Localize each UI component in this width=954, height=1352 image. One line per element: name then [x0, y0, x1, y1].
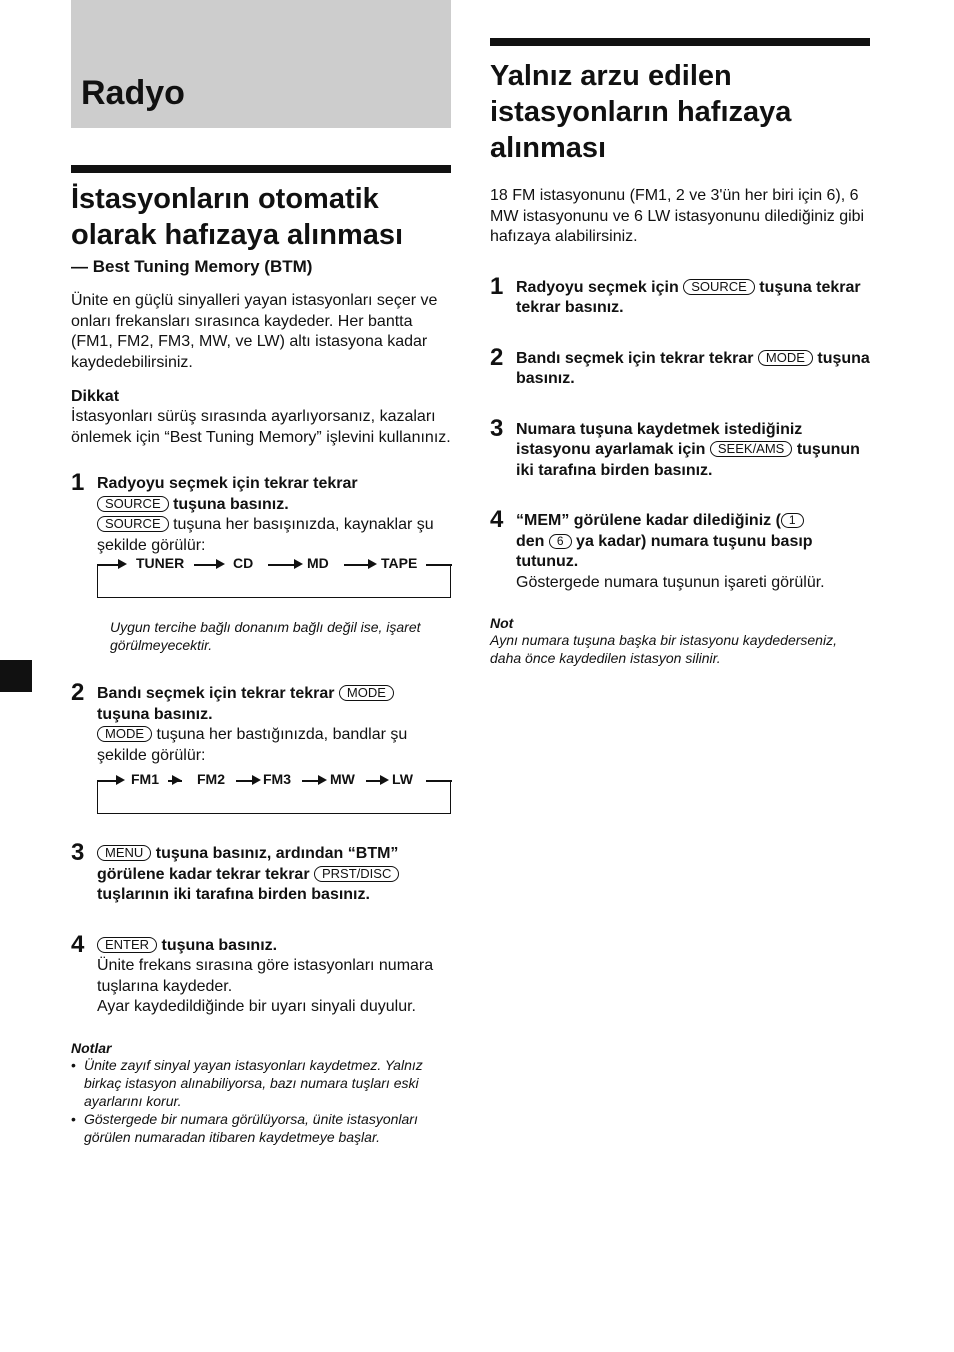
note-item: • Göstergede bir numara görülüyorsa, ünite istasyonları görülen numaradan itibaren kaydetmeye başlar. [71, 1110, 451, 1146]
caution-label: Dikkat [71, 388, 120, 405]
mode-key: MODE [339, 685, 394, 701]
source-cycle-diagram [97, 555, 451, 598]
step-1: 1 Radyoyu seçmek için SOURCE tuşuna tekrar tekrar basınız. [490, 272, 861, 316]
prst-disc-key: PRST/DISC [314, 866, 399, 882]
step-number: 2 [490, 343, 504, 371]
arrow-icon [318, 775, 327, 785]
source-key: SOURCE [97, 496, 169, 512]
notes-block [71, 1040, 451, 1146]
step-3: 3 MENU tuşuna basınız, ardından “BTM” görülene kadar tekrar tekrar PRST/DISC tuşlarının iki tarafına birden basınız. [71, 839, 399, 903]
flow-label: TAPE [381, 555, 418, 571]
page-header [71, 0, 451, 128]
source-key: SOURCE [97, 516, 169, 532]
flow-label: FM3 [263, 771, 291, 787]
note-text: Aynı numara tuşuna başka bir istasyonu kaydederseniz, daha önce kaydedilen istasyon silinir. [490, 632, 837, 666]
arrow-icon [118, 559, 127, 569]
intro-text: 18 FM istasyonunu (FM1, 2 ve 3'ün her biri için 6), 6 MW istasyonunu ve 6 LW istasyonunu dilediğiniz gibi hafızaya alabilirsiniz. [490, 187, 865, 245]
note-title: Not [490, 615, 514, 631]
intro-text: Ünite en güçlü sinyalleri yayan istasyonları seçer ve onları frekansları sırasınca kaydeder. Her bantta (FM1, FM2, FM3, MW, ve LW) altı istasyona kadar kaydedebilirsiniz. [71, 292, 438, 371]
flow-label: FM1 [131, 771, 159, 787]
arrow-icon [368, 559, 377, 569]
section-title: Yalnız arzu edilen istasyonların hafızaya alınması [490, 60, 792, 164]
page-title: Radyo [81, 74, 185, 112]
section-tab-marker [0, 660, 32, 692]
step-number: 1 [490, 272, 504, 300]
arrow-icon [116, 775, 125, 785]
left-column [71, 165, 451, 1146]
flow-label: LW [392, 771, 413, 787]
step-number: 4 [490, 506, 504, 533]
section-rule [71, 165, 451, 173]
step-number: 1 [71, 469, 85, 496]
arrow-icon [380, 775, 389, 785]
step-number: 2 [71, 679, 85, 706]
notes-title: Notlar [71, 1039, 112, 1056]
step-4: 4 ENTER tuşuna basınız. Ünite frekans sırasına göre istasyonları numara tuşlarına kaydeder. Ayar kaydedildiğinde bir uyarı sinyali duyulur. [71, 930, 434, 1015]
step-2: 2 Bandı seçmek için tekrar tekrar MODE tuşuna basınız. [490, 343, 870, 387]
arrow-icon [294, 559, 303, 569]
mode-key: MODE [758, 350, 813, 366]
note-item: • Ünite zayıf sinyal yayan istasyonları kaydetmez. Yalnız birkaç istasyon alınabiliyorsa, bazı numara tuşları eski ayarlarını korur. [71, 1056, 451, 1110]
mode-key: MODE [97, 726, 152, 742]
step-note: Uygun tercihe bağlı donanım bağlı değil ise, işaret görülmeyecektir. [110, 619, 421, 653]
flow-label: CD [233, 555, 254, 571]
number-key-6: 6 [549, 534, 572, 549]
source-key: SOURCE [683, 279, 755, 295]
section-title: İstasyonların otomatik olarak hafızaya alınması [71, 183, 404, 251]
step-1: 1 Radyoyu seçmek için tekrar tekrar SOURCE tuşuna basınız. SOURCE tuşuna her basışınızda, kaynaklar şu şekilde görülür: TUNER CD MD TAPE Uygun tercihe bağlı donanım bağlı değil ise, işaret görülmeyecektir. [71, 474, 451, 654]
flow-label: FM2 [197, 771, 225, 787]
section-rule [490, 38, 870, 46]
step-number: 3 [490, 414, 504, 442]
menu-key: MENU [97, 845, 151, 861]
note-block [490, 615, 870, 667]
flow-label: TUNER [136, 555, 185, 571]
number-key-1: 1 [781, 513, 804, 528]
step-4: 4 “MEM” görülene kadar dilediğiniz ( 1 den 6 ya kadar) numara tuşunu basıp tutunuz. Göstergede numara tuşunun işareti görülür. [490, 506, 825, 591]
step-number: 3 [71, 839, 85, 866]
enter-key: ENTER [97, 937, 157, 953]
arrow-icon [252, 775, 261, 785]
step-3: 3 Numara tuşuna kaydetmek istediğiniz istasyonu ayarlamak için SEEK/AMS tuşunun iki tarafına birden basınız. [490, 414, 860, 479]
arrow-icon [172, 775, 181, 785]
step-number: 4 [71, 930, 85, 958]
arrow-icon [216, 559, 225, 569]
flow-label: MD [307, 555, 329, 571]
band-cycle-diagram [97, 771, 451, 814]
flow-label: MW [330, 771, 355, 787]
seek-ams-key: SEEK/AMS [710, 441, 792, 457]
caution-text: İstasyonları sürüş sırasında ayarlıyorsanız, kazaları önlemek için “Best Tuning Memory” işlevini kullanınız. [71, 408, 451, 446]
section-subtitle: — Best Tuning Memory (BTM) [71, 257, 313, 276]
step-2: 2 Bandı seçmek için tekrar tekrar MODE tuşuna basınız. MODE tuşuna her bastığınızda, bandlar şu şekilde görülür: FM1 FM2 FM3 MW LW [71, 684, 451, 814]
right-column [490, 38, 870, 667]
